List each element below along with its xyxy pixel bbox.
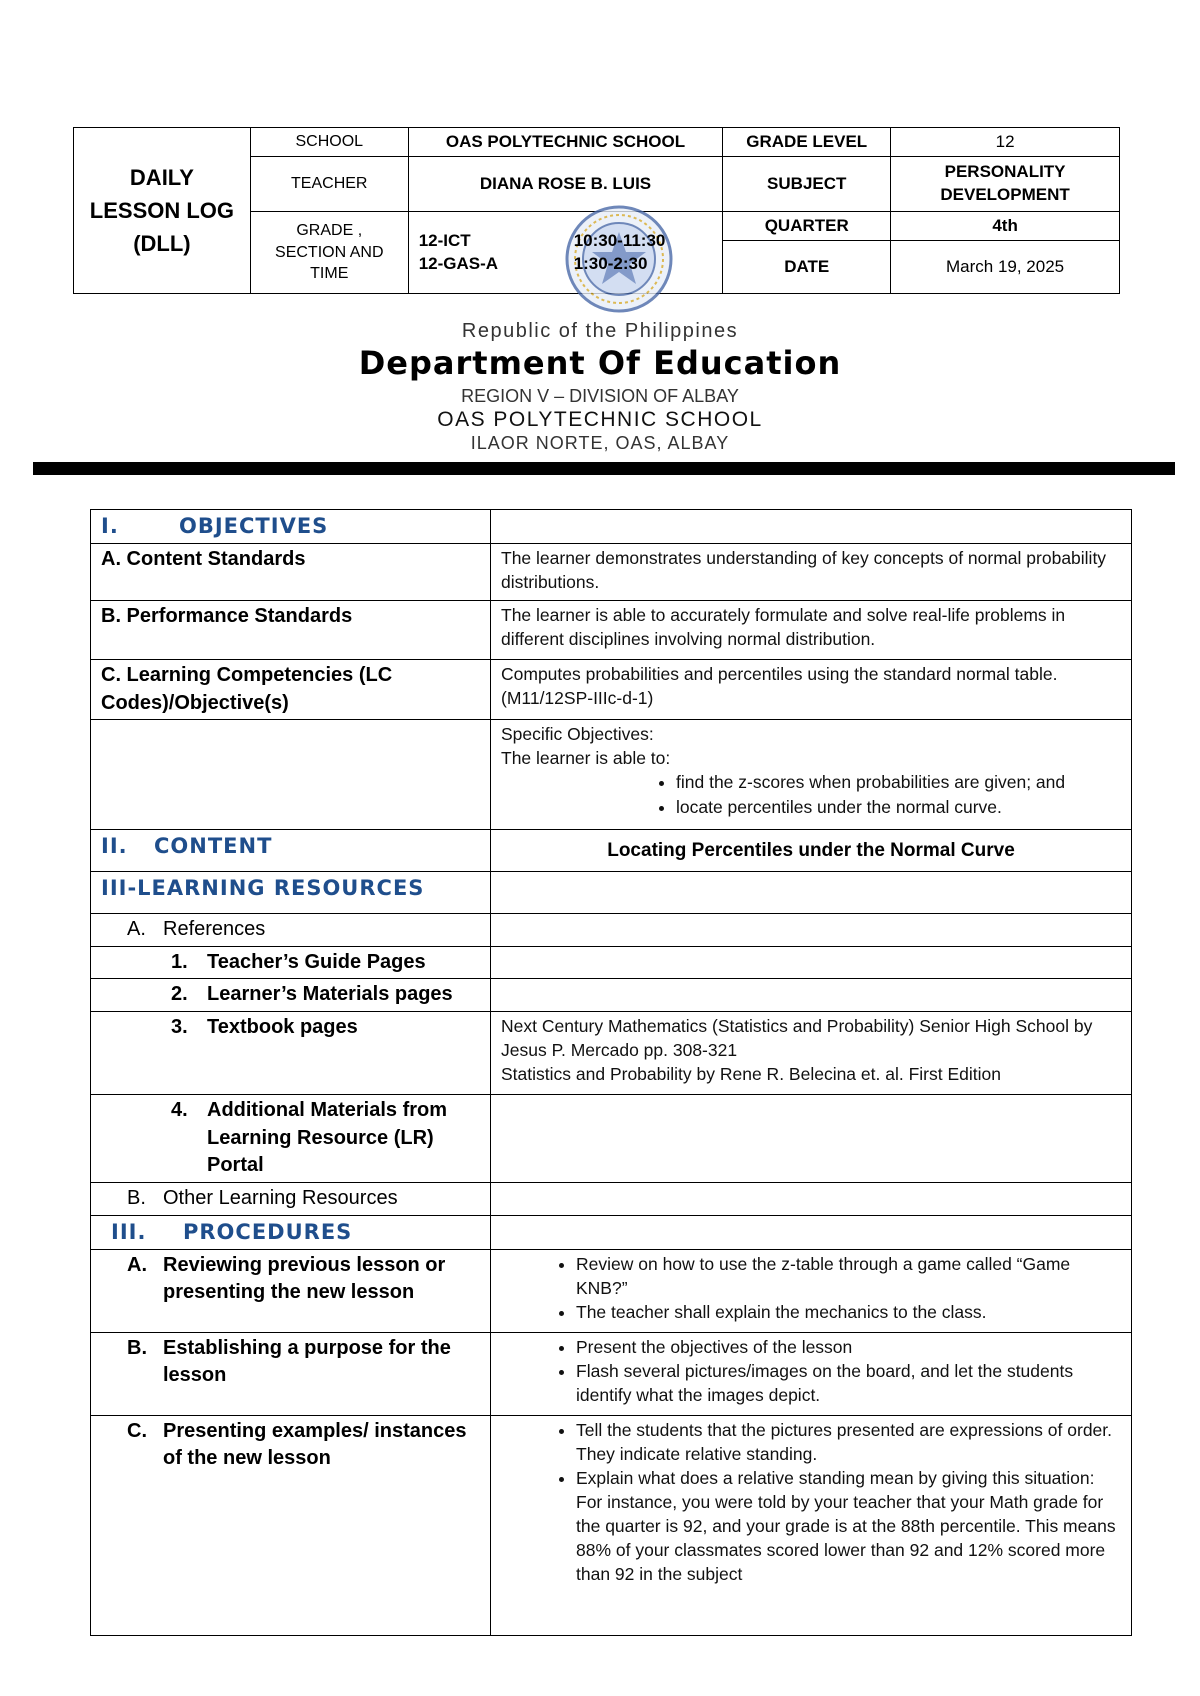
specific-list xyxy=(501,770,1121,818)
procedure-b-value xyxy=(491,1332,1132,1415)
item-num: 1. xyxy=(171,950,188,973)
list-item: • Explain what does a relative standing mean by giving this situation: xyxy=(576,1466,1121,1490)
learners-materials-label xyxy=(91,979,491,1012)
quarter-label: QUARTER xyxy=(723,212,891,241)
gst-label-line: TIME xyxy=(310,265,349,283)
list-item: • Review on how to use the z-table through a game called “Game KNB?” xyxy=(576,1252,1121,1300)
school-label: SCHOOL xyxy=(250,128,408,157)
table-row xyxy=(91,510,1132,544)
school-address: ILAOR NORTE, OAS, ALBAY xyxy=(470,433,730,453)
objectives-heading xyxy=(91,510,491,544)
heading-text: OBJECTIVES xyxy=(179,514,329,538)
table-row xyxy=(91,1215,1132,1249)
region-line: REGION V – DIVISION OF ALBAY xyxy=(461,386,739,406)
content-standards-label: A. Content Standards xyxy=(91,543,491,600)
subject-value xyxy=(891,157,1120,212)
empty-cell xyxy=(491,510,1132,544)
gst-label-line: SECTION AND xyxy=(275,243,384,261)
item-text: References xyxy=(163,918,266,941)
school-value: OAS POLYTECHNIC SCHOOL xyxy=(408,128,723,157)
grade-level-label: GRADE LEVEL xyxy=(723,128,891,157)
table-row xyxy=(91,946,1132,979)
dll-title-line: LESSON LOG xyxy=(89,198,235,223)
section-name: 12-ICT xyxy=(418,230,471,250)
heading-num: II. xyxy=(101,834,128,859)
quarter-value: 4th xyxy=(891,212,1120,241)
empty-cell xyxy=(491,946,1132,979)
list-item: • Present the objectives of the lesson xyxy=(576,1335,1121,1359)
specific-intro: The learner is able to: xyxy=(501,748,671,769)
teacher-value: DIANA ROSE B. LUIS xyxy=(408,157,723,212)
heading-text: CONTENT xyxy=(154,834,273,859)
teacher-label: TEACHER xyxy=(250,157,408,212)
table-row xyxy=(91,1094,1132,1182)
content-value: Locating Percentiles under the Normal Curve xyxy=(491,830,1132,872)
item-num: 3. xyxy=(171,1015,188,1038)
empty-cell xyxy=(491,914,1132,947)
procedures-heading xyxy=(91,1215,491,1249)
procedure-b-list xyxy=(501,1335,1121,1407)
republic-line: Republic of the Philippines xyxy=(461,320,739,342)
item-text: Additional Materials from Learning Resource (LR) Portal xyxy=(207,1098,448,1177)
textbook-label xyxy=(91,1011,491,1094)
table-row xyxy=(91,720,1132,830)
specific-heading: Specific Objectives: xyxy=(501,724,654,745)
list-item: • Tell the students that the pictures presented are expressions of order. They indicate relative standing. xyxy=(576,1418,1121,1466)
empty-cell xyxy=(491,979,1132,1012)
table-row xyxy=(91,830,1132,872)
table-row xyxy=(91,1182,1132,1215)
heading-text: PROCEDURES xyxy=(183,1219,353,1244)
grade-level-value: 12 xyxy=(891,128,1120,157)
section-time-value xyxy=(408,212,723,294)
item-num: A. xyxy=(127,918,146,941)
department-title: Department Of Education xyxy=(358,344,842,382)
table-row xyxy=(91,659,1132,719)
gst-label-line: GRADE , xyxy=(296,222,363,240)
item-num: 4. xyxy=(171,1098,188,1121)
school-name: OAS POLYTECHNIC SCHOOL xyxy=(437,408,763,431)
content-heading xyxy=(91,830,491,872)
item-num: 2. xyxy=(171,983,188,1006)
procedure-c-example: For instance, you were told by your teacher that your Math grade for the quarter is 92, and your grade is at the 88th percentile. This means 88% of your classmates scored lower than 92 and 12% scored more than 92 in the subject xyxy=(576,1491,1116,1585)
procedure-c-value xyxy=(491,1415,1132,1635)
item-num: B. xyxy=(127,1336,147,1359)
item-text: Textbook pages xyxy=(207,1015,358,1038)
dll-title xyxy=(74,128,251,294)
item-text: Presenting examples/ instances of the new lesson xyxy=(163,1419,467,1470)
references-label xyxy=(91,914,491,947)
competencies-label: C. Learning Competencies (LC Codes)/Objective(s) xyxy=(91,659,491,719)
section-row xyxy=(419,253,719,276)
table-row xyxy=(91,979,1132,1012)
item-text: Teacher’s Guide Pages xyxy=(207,950,426,973)
empty-cell xyxy=(491,1182,1132,1215)
textbook-line: Statistics and Probability by Rene R. Belecina et. al. First Edition xyxy=(501,1064,1001,1085)
heading-num: III. xyxy=(111,1219,147,1244)
empty-cell xyxy=(491,1215,1132,1249)
table-row xyxy=(91,600,1132,659)
table-row xyxy=(91,1011,1132,1094)
dll-title-line: (DLL) xyxy=(133,231,191,256)
competencies-value: Computes probabilities and percentiles using the standard normal table. (M11/12SP-IIIc-d-1) xyxy=(491,659,1132,719)
item-text: Reviewing previous lesson or presenting the new lesson xyxy=(163,1253,446,1304)
item-text: Learner’s Materials pages xyxy=(207,983,453,1006)
heading-num: I. xyxy=(101,514,119,538)
list-item: • locate percentiles under the normal curve. xyxy=(676,795,1121,819)
item-num: A. xyxy=(127,1253,147,1276)
lesson-table xyxy=(90,509,1132,1636)
specific-objectives xyxy=(491,720,1132,830)
teachers-guide-label xyxy=(91,946,491,979)
section-time: 1:30-2:30 xyxy=(573,253,648,273)
textbook-value xyxy=(491,1011,1132,1094)
section-time: 10:30-11:30 xyxy=(573,230,666,250)
table-row xyxy=(91,543,1132,600)
empty-cell xyxy=(491,872,1132,914)
date-label: DATE xyxy=(723,241,891,294)
empty-cell xyxy=(491,1094,1132,1182)
letterhead-divider xyxy=(33,462,1175,475)
list-item: • Flash several pictures/images on the board, and let the students identify what the images depict. xyxy=(576,1359,1121,1407)
textbook-line: Next Century Mathematics (Statistics and Probability) Senior High School by Jesus P. Mercado pp. 308-321 xyxy=(501,1015,1093,1061)
list-item: • The teacher shall explain the mechanics to the class. xyxy=(576,1300,1121,1324)
grade-section-time-label xyxy=(250,212,408,294)
section-name: 12-GAS-A xyxy=(418,253,499,273)
table-row xyxy=(91,1415,1132,1635)
other-resources-label xyxy=(91,1182,491,1215)
item-text: Other Learning Resources xyxy=(163,1186,398,1209)
header-table xyxy=(73,127,1120,294)
table-row xyxy=(91,1249,1132,1332)
table-row xyxy=(91,914,1132,947)
procedure-a-list xyxy=(501,1252,1121,1324)
procedure-c-list xyxy=(501,1418,1121,1490)
list-item: • find the z-scores when probabilities are given; and xyxy=(676,770,1121,794)
table-row xyxy=(91,872,1132,914)
procedure-a-label xyxy=(91,1249,491,1332)
subject-value-line: DEVELOPMENT xyxy=(940,185,1070,204)
dll-title-line: DAILY xyxy=(129,165,194,190)
empty-cell xyxy=(91,720,491,830)
item-num: C. xyxy=(127,1419,147,1442)
procedure-c-label xyxy=(91,1415,491,1635)
section-row xyxy=(419,230,719,253)
item-num: B. xyxy=(127,1186,146,1209)
content-standards-value: The learner demonstrates understanding of key concepts of normal probability distributions. xyxy=(491,543,1132,600)
procedure-b-label xyxy=(91,1332,491,1415)
additional-materials-label xyxy=(91,1094,491,1182)
subject-value-line: PERSONALITY xyxy=(944,162,1066,182)
item-text: Establishing a purpose for the lesson xyxy=(163,1336,451,1387)
performance-standards-value: The learner is able to accurately formulate and solve real-life problems in different disciplines involving normal distribution. xyxy=(491,600,1132,659)
subject-label: SUBJECT xyxy=(723,157,891,212)
date-value: March 19, 2025 xyxy=(891,241,1120,294)
procedure-a-value xyxy=(491,1249,1132,1332)
table-row xyxy=(91,1332,1132,1415)
resources-heading: III-LEARNING RESOURCES xyxy=(91,872,491,914)
performance-standards-label: B. Performance Standards xyxy=(91,600,491,659)
